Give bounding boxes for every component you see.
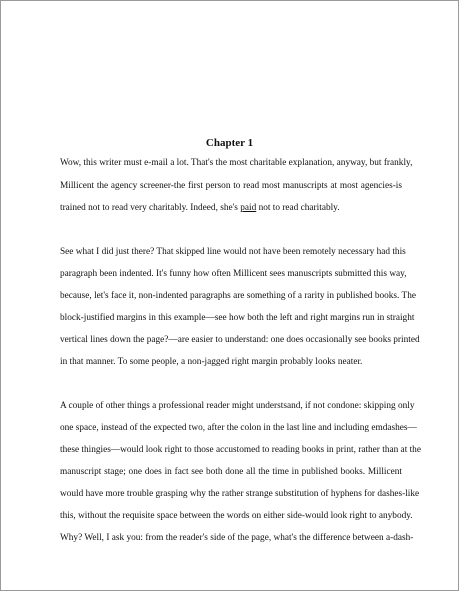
paragraph-1-line-2: Millicent the agency screener-the first person to read most manuscripts at most agencies-is xyxy=(60,181,402,191)
underlined-word: paid xyxy=(240,203,257,213)
paragraph-3-line-4: manuscript stage; one does in fact see both done all the time in published books. Millicent xyxy=(60,467,402,477)
paragraph-2-line-2: paragraph been indented. It's funny how often Millicent sees manuscripts submitted this way, xyxy=(60,269,407,279)
paragraph-3-line-7: Why? Well, I ask you: from the reader's side of the page, what's the difference between a-dash- xyxy=(60,533,414,543)
paragraph-2-line-6: in that manner. To some people, a non-jagged right margin probably looks neater. xyxy=(60,357,363,367)
paragraph-2-line-4: block-justified margins in this example—see how both the left and right margins run in straight xyxy=(60,313,415,323)
paragraph-3-line-3: these thingies—would look right to those accustomed to reading books in print, rather than at the xyxy=(60,445,421,455)
paragraph-2-line-3: because, let's face it, non-indented paragraphs are something of a rarity in published books. The xyxy=(60,291,416,301)
paragraph-3-line-1: A couple of other things a professional reader might understsand, if not condone: skipping only xyxy=(60,401,415,411)
paragraph-1-line-3 xyxy=(60,203,402,213)
chapter-heading: Chapter 1 xyxy=(205,137,254,149)
paragraph-3-line-2: one space, instead of the expected two, after the colon in the last line and including emdashes— xyxy=(60,423,417,433)
paragraph-2-line-1: See what I did just there? That skipped line would not have been remotely necessary had this xyxy=(60,247,406,257)
paragraph-1-line-1: Wow, this writer must e-mail a lot. That's the most charitable explanation, anyway, but frankly, xyxy=(60,158,413,168)
paragraph-3-line-6: this, without the requisite space between the words on either side-would look right to anybody. xyxy=(60,511,413,521)
paragraph-1-line-3-start: trained not to read very charitably. Indeed, she's xyxy=(60,203,241,213)
paragraph-2-line-5: vertical lines down the page?—are easier to understand: one does occasionally see books printed xyxy=(60,335,420,345)
paragraph-3-line-5: would have more trouble grasping why the rather strange substitution of hyphens for dashes-like xyxy=(60,489,420,499)
paragraph-1-line-3-end: not to read charitably. xyxy=(256,203,340,213)
